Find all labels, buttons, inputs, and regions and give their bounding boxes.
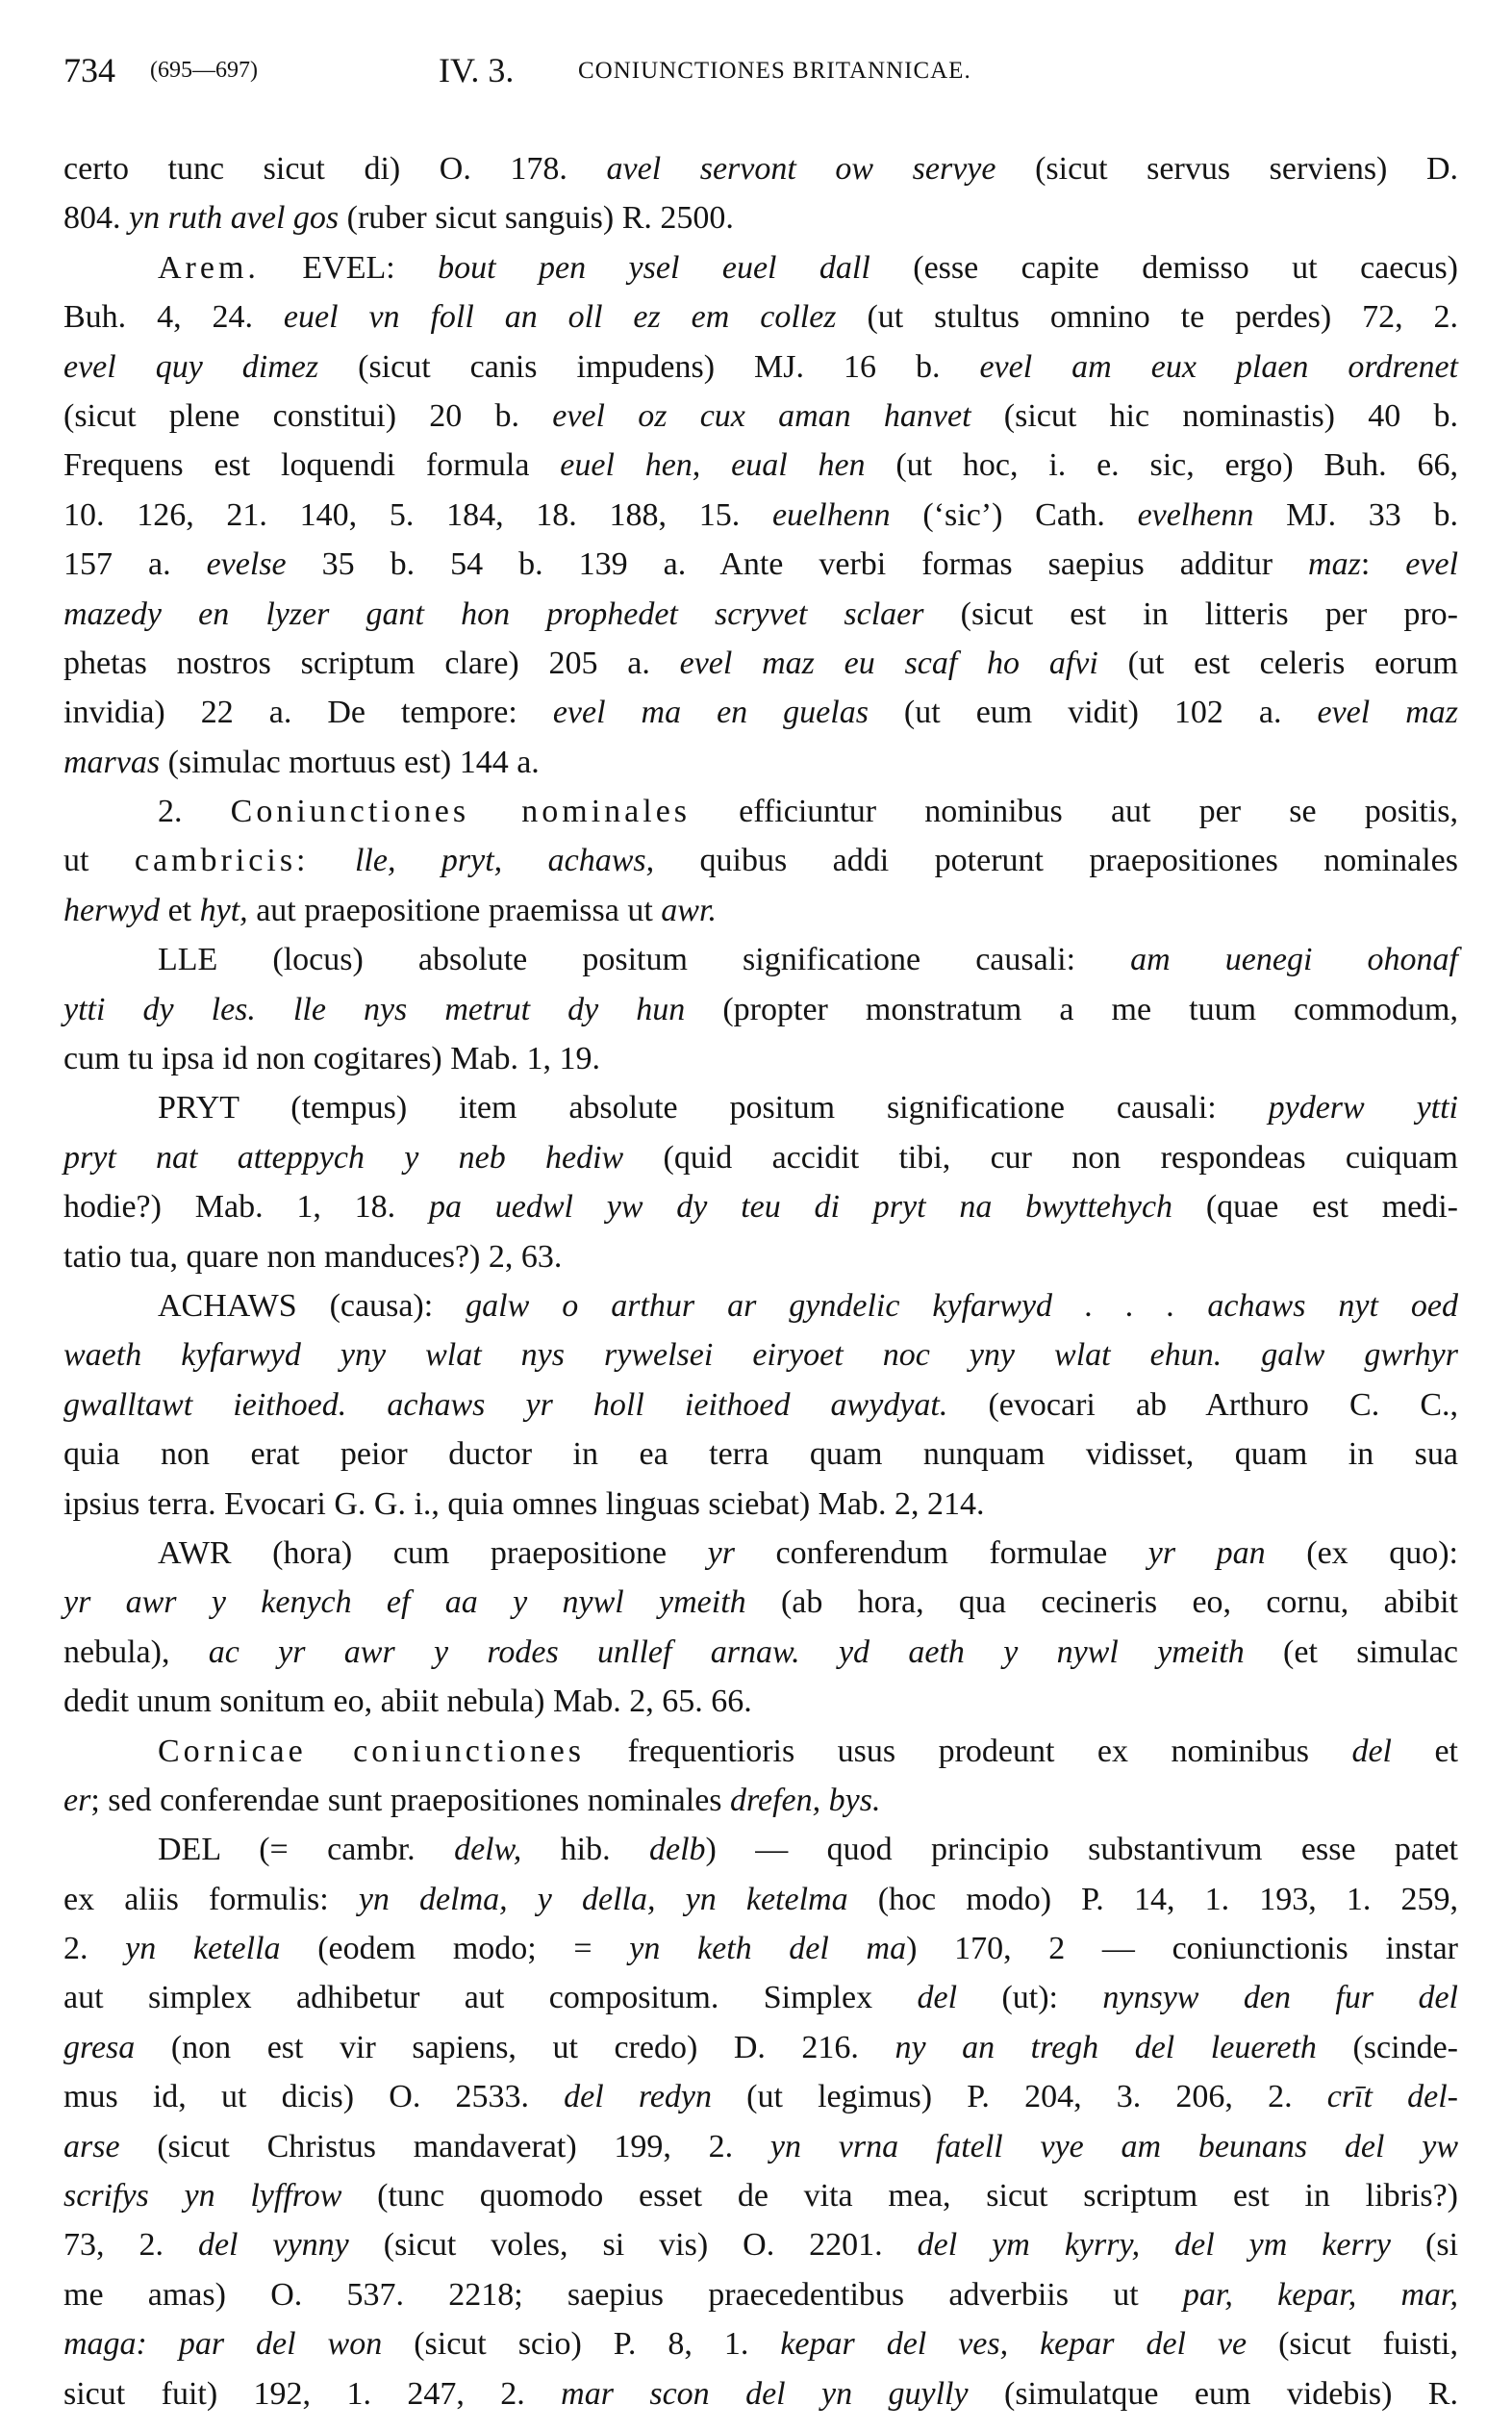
text-line-content [63, 441, 1458, 490]
text-line [63, 935, 1458, 984]
text-run: (sicut fuisti, [1247, 2326, 1459, 2363]
text-line [63, 1924, 1458, 1973]
text-line-content [158, 243, 1458, 292]
italic-quotation: evel oz cux aman hanvet [552, 397, 971, 434]
text-run: AWR (hora) cum praepositione [158, 1534, 708, 1571]
text-line-content [63, 2171, 1458, 2220]
text-line [63, 1578, 1458, 1627]
text-line [63, 787, 1458, 836]
text-run: (sicut servus serviens) D. [995, 151, 1459, 187]
italic-quotation: delb [649, 1832, 706, 1868]
italic-quotation: euel hen, eual hen [560, 447, 866, 484]
running-header [63, 50, 1458, 98]
running-title: CONIUNCTIONES BRITANNICAE. [578, 58, 971, 84]
text-line [63, 540, 1458, 589]
text-line-content [63, 2122, 1458, 2171]
italic-quotation: ny an tregh del leuereth [895, 2029, 1317, 2065]
text-line [63, 1330, 1458, 1380]
text-run: (simulatque eum videbis) R. [968, 2375, 1458, 2412]
spaced-heading-text: Arem. [158, 249, 260, 286]
text-line [63, 1875, 1458, 1924]
text-line-content [63, 2023, 1458, 2072]
text-line-content [63, 2369, 1458, 2418]
text-run: sicut fuit) 192, 1. 247, 2. [63, 2375, 562, 2412]
italic-quotation: pryt nat atteppych y neb hediw [63, 1139, 624, 1176]
text-line [63, 1232, 1458, 1281]
text-line-content [63, 292, 1458, 342]
text-run: aut praepositione praemissa ut [247, 892, 662, 928]
italic-quotation: evel ma en guelas [552, 695, 869, 731]
text-run: (ut est celeris eorum [1097, 645, 1458, 681]
text-run: conferendum formulae [734, 1534, 1148, 1571]
italic-quotation: gwalltawt ieithoed. achaws yr holl ieithoed awydyat. [63, 1386, 948, 1423]
italic-quotation: yn vrna fatell vye am beunans del yw [769, 2128, 1458, 2164]
italic-quotation: ac yr awr y rodes unllef arnaw. yd aeth y nywl ymeith [208, 1633, 1245, 1670]
italic-quotation: del redyn [564, 2079, 713, 2115]
italic-quotation: mar scon del yn guylly [561, 2375, 969, 2412]
italic-quotation: del [917, 1980, 958, 2016]
text-line-content [63, 540, 1458, 589]
italic-quotation: galw o arthur ar gyndelic kyfarwyd . . . achaws nyt oed [466, 1287, 1458, 1324]
text-line-content [158, 935, 1458, 984]
italic-quotation: gresa [63, 2029, 136, 2065]
italic-quotation: del vynny [197, 2227, 349, 2264]
text-line [63, 590, 1458, 639]
text-line-content [63, 1875, 1458, 1924]
text-line [63, 392, 1458, 441]
text-line-content [158, 1825, 1458, 1874]
text-run: phetas nostros scriptum clare) 205 a. [63, 645, 680, 681]
text-run: me amas) O. 537. 2218; saepius praecedentibus adverbiis ut [63, 2276, 1183, 2313]
text-line-content [63, 590, 1458, 639]
text-run: (scinde- [1316, 2029, 1458, 2065]
text-run: invidia) 22 a. De tempore: [63, 695, 553, 731]
text-line-content [158, 1529, 1458, 1578]
text-line-content [63, 1578, 1458, 1627]
text-line [63, 491, 1458, 540]
text-line [63, 292, 1458, 342]
text-run: : [1360, 546, 1406, 583]
italic-quotation: evel maz eu scaf ho afvi [679, 645, 1098, 681]
text-run: PRYT (tempus) item absolute positum significatione causali: [158, 1090, 1269, 1126]
text-run: cum tu ipsa id non cogitares) Mab. 1, 19. [63, 1041, 601, 1077]
text-run: (ut stultus omnino te perdes) 72, 2. [836, 299, 1458, 336]
text-line [63, 1034, 1458, 1083]
text-line-content [63, 985, 1458, 1034]
italic-quotation: euelhenn [771, 496, 891, 533]
text-line-content [63, 1480, 1458, 1529]
text-run: mus id, ut dicis) O. 2533. [63, 2079, 565, 2115]
italic-quotation: lle, pryt, achaws, [354, 843, 655, 879]
text-line-content [63, 1430, 1458, 1479]
text-line [63, 985, 1458, 1034]
text-run: (sicut est in litteris per pro- [923, 595, 1458, 632]
text-run: (ut eum vidit) 102 a. [868, 695, 1318, 731]
text-run: EVEL: [259, 249, 439, 286]
text-run: certo tunc sicut di) O. 178. [63, 151, 607, 187]
italic-quotation: awr. [661, 892, 717, 928]
text-line [63, 1281, 1458, 1330]
text-run: (si [1391, 2227, 1459, 2264]
text-line [63, 2023, 1458, 2072]
italic-quotation: evel am eux plaen ordrenet [979, 348, 1458, 385]
italic-quotation: ytti dy les. lle nys metrut dy hun [63, 991, 686, 1027]
text-line-content [63, 1133, 1458, 1182]
page-body-text [63, 144, 1458, 2418]
italic-quotation: crīt del- [1326, 2079, 1458, 2115]
text-run: ipsius terra. Evocari G. G. i., quia omnes linguas sciebat) Mab. 2, 214. [63, 1485, 985, 1522]
text-line-content [63, 2072, 1458, 2121]
text-line [63, 1083, 1458, 1132]
text-line [63, 441, 1458, 490]
text-line-content [63, 836, 1458, 885]
text-line [63, 688, 1458, 737]
text-run: (sicut plene constitui) 20 b. [63, 397, 553, 434]
text-line-content [63, 1034, 1458, 1083]
text-run: (quae est medi- [1172, 1189, 1459, 1226]
text-line [63, 2220, 1458, 2269]
text-line-content [63, 1924, 1458, 1973]
italic-quotation: hyt, [199, 892, 248, 928]
text-run: nebula), [63, 1633, 209, 1670]
text-run: DEL (= cambr. [158, 1832, 455, 1868]
text-line [63, 2319, 1458, 2368]
italic-quotation: scrifys yn lyffrow [63, 2178, 342, 2215]
text-line [63, 1182, 1458, 1231]
text-line [63, 2171, 1458, 2220]
italic-quotation: evel maz [1317, 695, 1458, 731]
text-run: (sicut Christus mandaverat) 199, 2. [119, 2128, 770, 2164]
text-run: tatio tua, quare non manduces?) 2, 63. [63, 1238, 563, 1275]
italic-quotation: yn ketella [125, 1931, 281, 1967]
text-run: 35 b. 54 b. 139 a. Ante verbi formas saepius additur [286, 546, 1309, 583]
text-line [63, 2270, 1458, 2319]
text-line-content [63, 2319, 1458, 2368]
text-run: (ruber sicut sanguis) R. 2500. [339, 200, 734, 237]
text-run: quia non erat peior ductor in ea terra quam nunquam vidisset, quam in sua [63, 1436, 1458, 1473]
text-run: (sicut scio) P. 8, 1. [382, 2326, 781, 2363]
text-line-content [63, 639, 1458, 688]
italic-quotation: mazedy en lyzer gant hon prophedet scryvet sclaer [63, 595, 924, 632]
text-line-content [63, 886, 1458, 935]
italic-quotation: arse [63, 2128, 120, 2164]
text-line-content [63, 688, 1458, 737]
text-run: MJ. 33 b. [1253, 496, 1458, 533]
italic-quotation: yn keth del ma [629, 1931, 907, 1967]
text-run: (esse capite demisso ut caecus) [869, 249, 1458, 286]
text-run: (ab hora, qua cecineris eo, cornu, abibit [745, 1584, 1458, 1621]
text-run: efficiuntur nominibus aut per se positis, [691, 794, 1458, 830]
text-line-content [63, 392, 1458, 441]
text-line [63, 886, 1458, 935]
text-run: frequentioris usus prodeunt ex nominibus [585, 1733, 1352, 1769]
spaced-heading-text: Coniunctiones nominales [230, 794, 692, 830]
italic-quotation: waeth kyfarwyd yny wlat nys rywelsei eiryoet noc yny wlat ehun. galw gwrhyr [63, 1337, 1458, 1374]
text-run: (non est vir sapiens, ut credo) D. 216. [135, 2029, 895, 2065]
text-run: hib. [521, 1832, 649, 1868]
italic-quotation: yr [707, 1534, 735, 1571]
italic-quotation: maga: par del won [63, 2326, 383, 2363]
text-run: dedit unum sonitum eo, abiit nebula) Mab. 2, 65. 66. [63, 1683, 752, 1720]
text-line [63, 1628, 1458, 1677]
text-line-content [63, 1330, 1458, 1380]
italic-quotation: del [1351, 1733, 1393, 1769]
text-line-content [63, 1232, 1458, 1281]
text-line-content [158, 1083, 1458, 1132]
text-line [63, 342, 1458, 392]
italic-quotation: am uenegi ohonaf [1130, 942, 1458, 978]
text-line-content [63, 2270, 1458, 2319]
text-run: LLE (locus) absolute positum significatione causali: [158, 942, 1131, 978]
text-line [63, 738, 1458, 787]
italic-quotation: par, kepar, mar, [1182, 2276, 1458, 2313]
text-run: (simulac mortuus est) 144 a. [160, 744, 540, 780]
text-line-content [158, 1727, 1458, 1776]
text-run: 2. [63, 1931, 126, 1967]
text-run: 2. [158, 794, 231, 830]
text-line [63, 1825, 1458, 1874]
italic-quotation: avel servont ow servye [606, 151, 996, 187]
text-line-content [63, 491, 1458, 540]
section-range: (695—697) [150, 58, 258, 83]
text-line-content [158, 787, 1458, 836]
text-run: (hoc modo) P. 14, 1. 193, 1. 259, [847, 1881, 1458, 1917]
section-number: IV. 3. [439, 51, 515, 89]
italic-quotation: evel [1405, 546, 1459, 583]
italic-quotation: evelhenn [1137, 496, 1254, 533]
text-run: hodie?) Mab. 1, 18. [63, 1189, 429, 1226]
text-line-content [63, 2220, 1458, 2269]
text-run: (ut legimus) P. 204, 3. 206, 2. [712, 2079, 1327, 2115]
text-run: ACHAWS (causa): [158, 1287, 466, 1324]
italic-quotation: evelse [206, 546, 287, 583]
text-line-content [63, 1182, 1458, 1231]
text-run: (sicut voles, si vis) O. 2201. [348, 2227, 918, 2264]
text-line-content [63, 1380, 1458, 1430]
italic-quotation: herwyd [63, 892, 161, 928]
text-run: Frequens est loquendi formula [63, 447, 561, 484]
text-line [63, 836, 1458, 885]
text-line [63, 2369, 1458, 2418]
text-run: (tunc quomodo esset de vita mea, sicut scriptum est in libris?) [341, 2178, 1458, 2215]
spaced-heading-text: cambricis: [134, 843, 310, 879]
text-run: (sicut hic nominastis) 40 b. [970, 397, 1458, 434]
text-run: (ut): [957, 1980, 1103, 2016]
text-line-content [63, 738, 1458, 787]
italic-quotation: delw, [454, 1832, 522, 1868]
text-line [63, 2072, 1458, 2121]
text-line-content [63, 1973, 1458, 2022]
text-run: et [160, 892, 200, 928]
text-run: aut simplex adhibetur aut compositum. Simplex [63, 1980, 918, 2016]
text-line [63, 639, 1458, 688]
page-number: 734 [63, 51, 115, 89]
text-line-content [63, 1677, 1458, 1726]
italic-quotation: drefen, bys. [730, 1782, 881, 1818]
text-line [63, 193, 1458, 242]
text-run [310, 843, 355, 878]
text-run: (ex quo): [1265, 1534, 1458, 1571]
text-line [63, 1380, 1458, 1430]
text-line [63, 243, 1458, 292]
text-line [63, 1480, 1458, 1529]
italic-quotation: yr awr y kenych ef aa y nywl ymeith [63, 1584, 746, 1621]
text-run: (‘sic’) Cath. [890, 496, 1138, 533]
italic-quotation: pyderw ytti [1268, 1090, 1459, 1126]
text-line [63, 1973, 1458, 2022]
text-run: 804. [63, 200, 129, 237]
italic-quotation: nynsyw den fur del [1102, 1980, 1458, 2016]
text-line [63, 144, 1458, 193]
text-run: et [1392, 1733, 1459, 1769]
text-line [63, 1727, 1458, 1776]
text-run: 157 a. [63, 546, 207, 583]
text-run: 10. 126, 21. 140, 5. 184, 18. 188, 15. [63, 496, 772, 533]
italic-quotation: marvas [63, 744, 161, 780]
italic-quotation: yn ruth avel gos [129, 200, 340, 237]
italic-quotation: yn delma, y della, yn ketelma [358, 1881, 848, 1917]
text-line [63, 1529, 1458, 1578]
text-line [63, 1430, 1458, 1479]
text-run: quibus addi poterunt praepositiones nominales [654, 843, 1458, 879]
italic-quotation: pa uedwl yw dy teu di pryt na bwyttehych [428, 1189, 1173, 1226]
text-run: Buh. 4, 24. [63, 299, 284, 336]
italic-quotation: yr pan [1147, 1534, 1266, 1571]
italic-quotation: kepar del ves, kepar del ve [780, 2326, 1247, 2363]
text-run: (evocari ab Arthuro C. C., [947, 1386, 1459, 1423]
text-run: ex aliis formulis: [63, 1881, 359, 1917]
text-run: (sicut canis impudens) MJ. 16 b. [318, 348, 980, 385]
text-line-content [63, 144, 1458, 193]
text-run: (propter monstratum a me tuum commodum, [685, 991, 1458, 1027]
text-line-content [63, 1628, 1458, 1677]
text-line-content [158, 1281, 1458, 1330]
italic-quotation: maz [1308, 546, 1361, 583]
text-run: (et simulac [1244, 1633, 1458, 1670]
text-run: (quid accidit tibi, cur non respondeas cuiquam [623, 1139, 1458, 1176]
text-run: ; sed conferendae sunt praepositiones nominales [90, 1782, 731, 1818]
text-run: (ut hoc, i. e. sic, ergo) Buh. 66, [865, 447, 1458, 484]
text-run: 73, 2. [63, 2227, 198, 2264]
text-run: ut [63, 843, 135, 879]
text-run: (eodem modo; = [280, 1931, 630, 1967]
italic-quotation: euel vn foll an oll ez em collez [283, 299, 837, 336]
text-line-content [63, 193, 1458, 242]
italic-quotation: del ym kyrry, del ym kerry [917, 2227, 1392, 2264]
spaced-heading-text: Cornicae coniunctiones [158, 1733, 586, 1769]
text-line [63, 1776, 1458, 1825]
text-run: ) 170, 2 — coniunctionis instar [906, 1931, 1458, 1967]
italic-quotation: er [63, 1782, 91, 1818]
text-line-content [63, 1776, 1458, 1825]
text-line-content [63, 342, 1458, 392]
text-line [63, 2122, 1458, 2171]
text-run: ) — quod principio substantivum esse patet [705, 1832, 1458, 1868]
text-line [63, 1133, 1458, 1182]
italic-quotation: evel quy dimez [63, 348, 319, 385]
italic-quotation: bout pen ysel euel dall [438, 249, 870, 286]
text-line [63, 1677, 1458, 1726]
